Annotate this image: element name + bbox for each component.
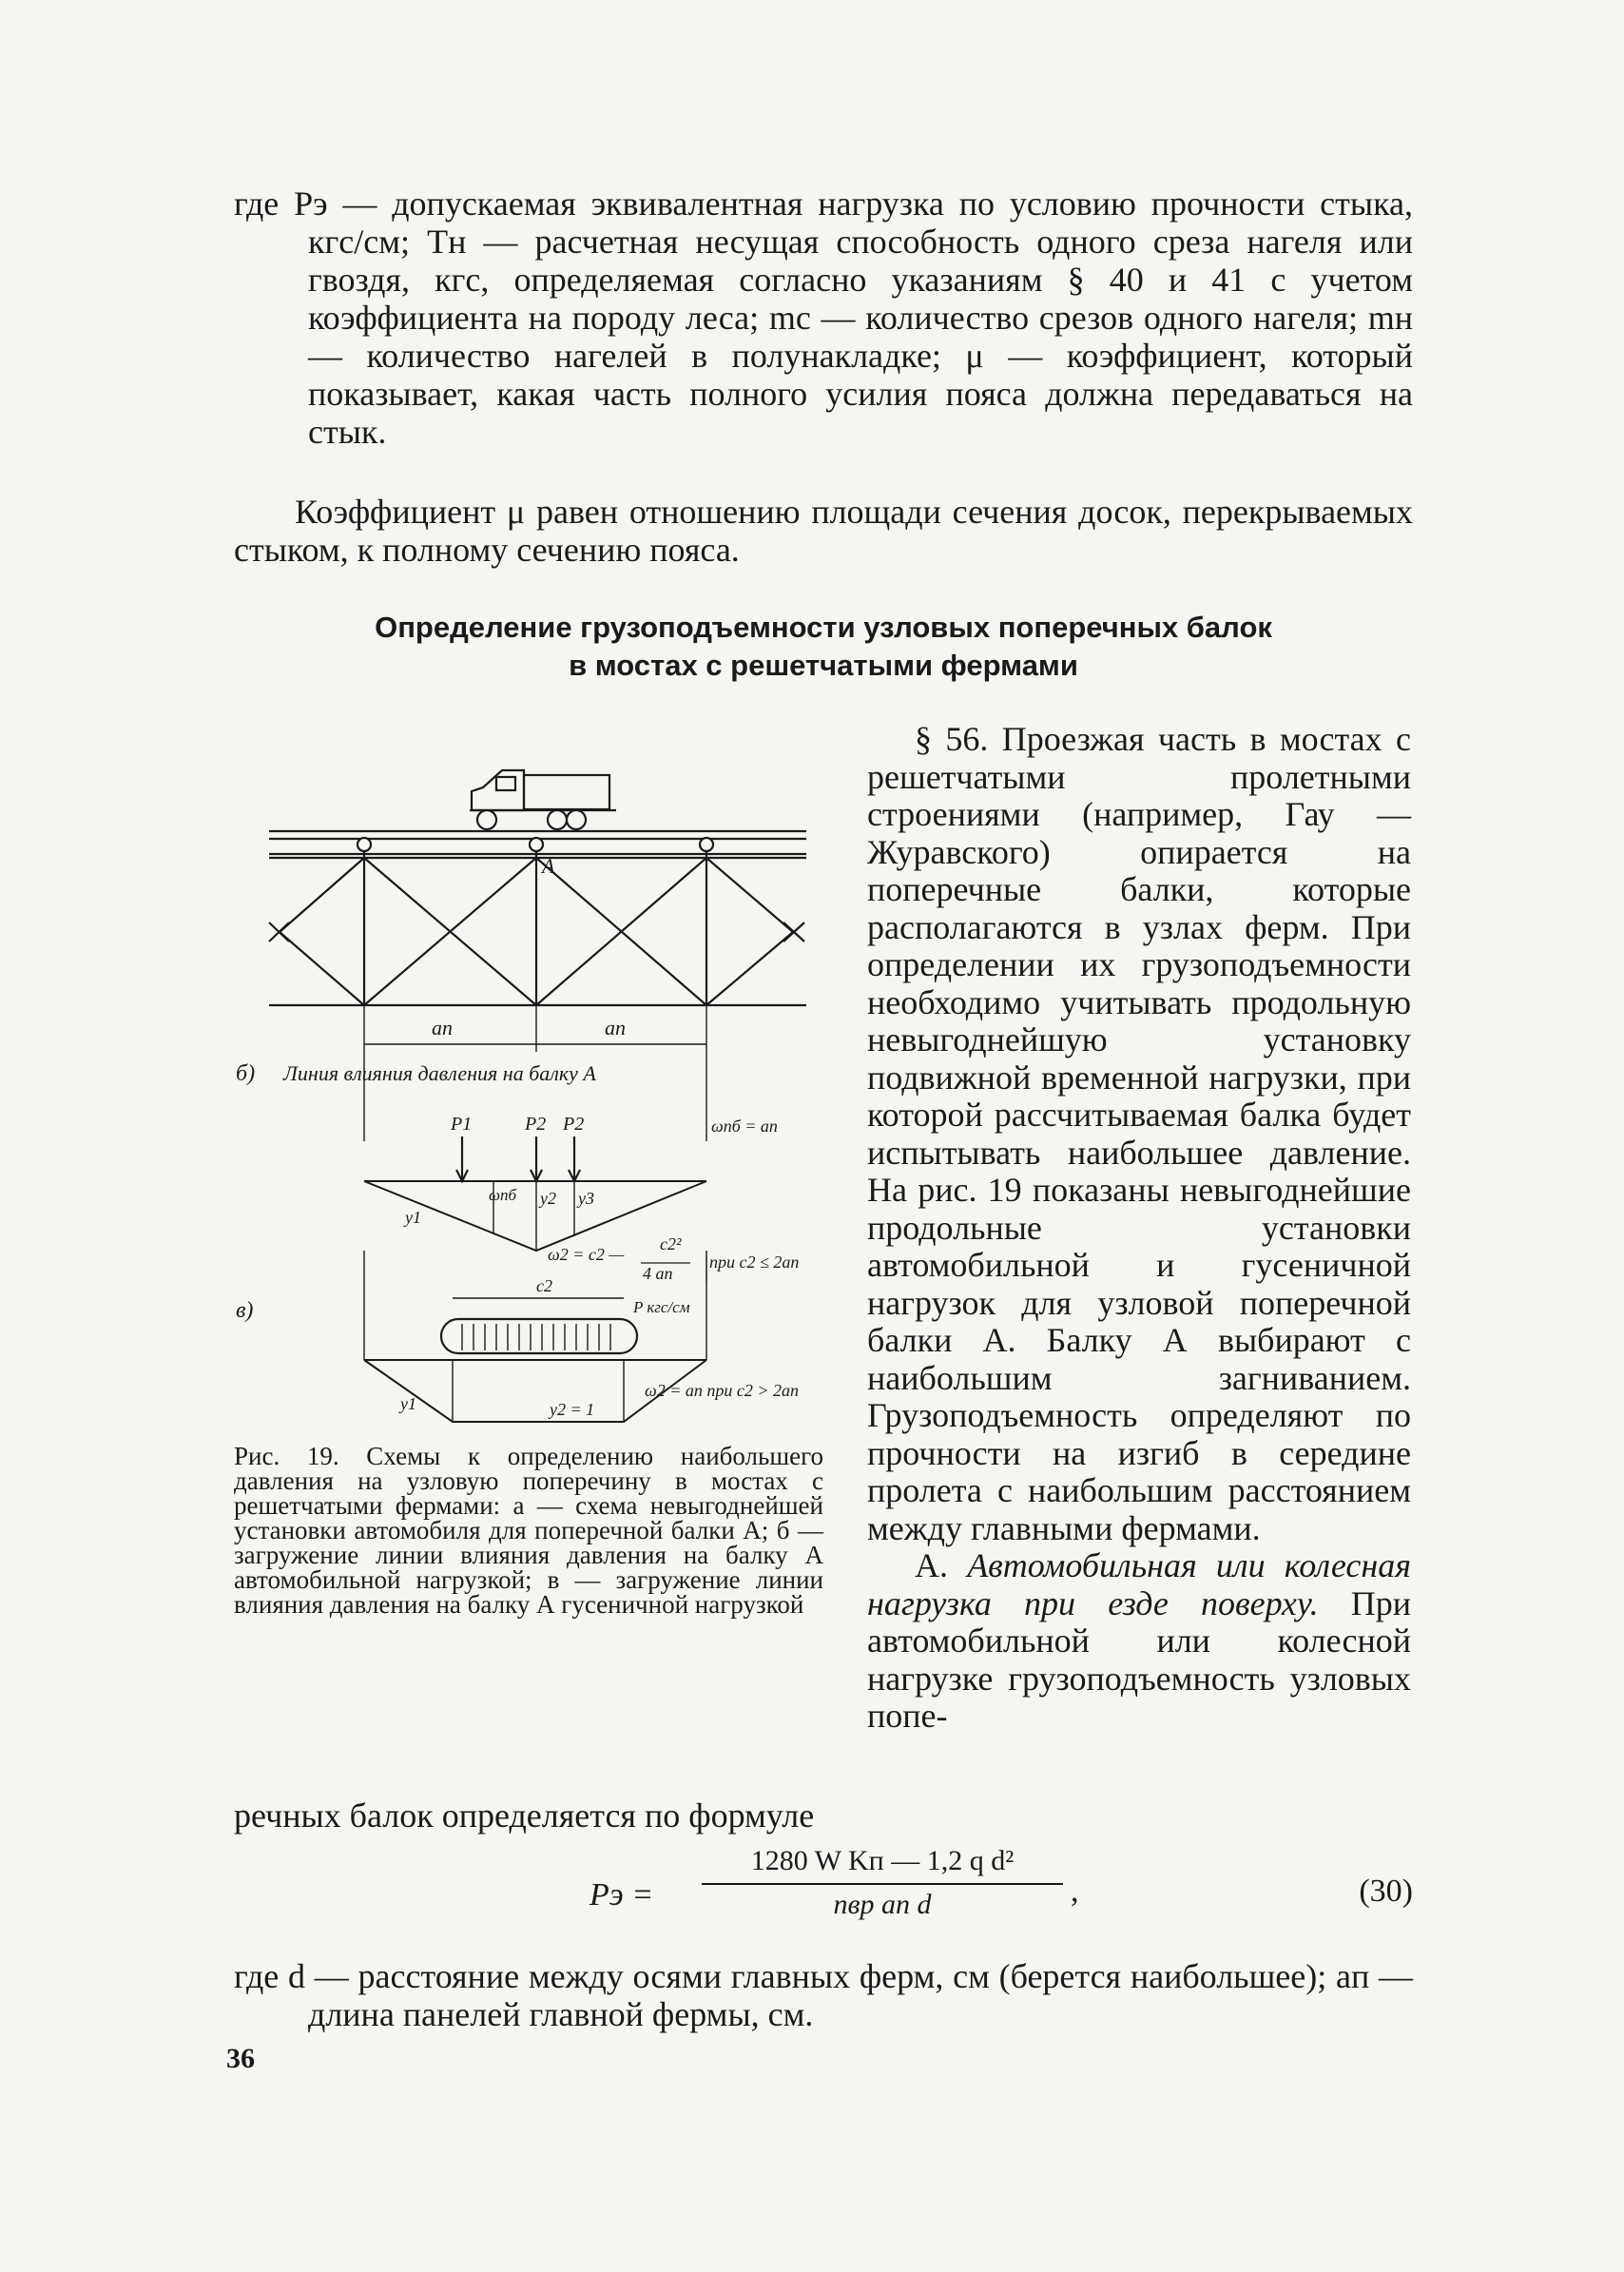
section-56-paragraph: § 56. Проезжая часть в мостах с решетчатыми пролетными строениями (например, Гау — Журавского) опирается на поперечные балки, которые располагаются в узлах ферм. При определении их грузоподъемности необходимо учитывать продольную невыгоднейшую установку подвижной временной нагрузки, при которой рассчитываемая балка будет испытывать наибольшее давление. На рис. 19 показаны невыгоднейшие продольные установки автомобильной и гусеничной нагрузок для узловой поперечной балки А. Балку А выбирают с наибольшим загниванием. Грузоподъемность определяют по прочности на изгиб в середине пролета с наибольшим расстоянием между главными фермами.: [867, 720, 1411, 1547]
formula-30: [590, 1845, 1426, 1950]
label-y1-v: y1: [400, 1394, 416, 1413]
label-omega2-condition: ω2 = aп при c2 > 2aп: [645, 1381, 799, 1400]
label-p2: P2: [525, 1114, 547, 1135]
label-omega2-formula: ω2 = c2 —: [548, 1245, 625, 1264]
formula-comma: ,: [1071, 1874, 1079, 1909]
label-v: в): [236, 1298, 254, 1323]
formula-numerator: 1280 W Kп — 1,2 q d²: [750, 1845, 1015, 1876]
label-y2: y2: [540, 1189, 556, 1208]
figure-caption: Рис. 19. Схемы к определению наибольшего давления на узловую поперечину в мостах с решетчатыми фермами: а — схема невыгоднейшей установки автомобиля для поперечной балки А; б — загружение линии влияния давления на балку А автомобильной нагрузкой; в — загружение линии влияния давления на балку А гусеничной нагрузкой: [234, 1442, 823, 1619]
formula-denominator: nвр aп d: [833, 1889, 932, 1920]
label-node-a: A: [542, 854, 555, 878]
section-heading-line-2: в мостах с решетчатыми фермами: [569, 649, 1078, 682]
formula-fraction: [702, 1845, 1063, 1921]
label-b: б): [236, 1061, 256, 1086]
para-italic-heading: Автомобильная или колесная нагрузка при езде поверху.: [867, 1546, 1412, 1622]
continuation-line: речных балок определяется по формуле: [234, 1796, 815, 1835]
section-heading: [234, 609, 1413, 685]
figure-19: [234, 742, 842, 1465]
label-b-title: Линия влияния давления на балку А: [283, 1061, 596, 1085]
label-panel-right: aп: [605, 1016, 626, 1039]
formula-lhs: Pэ =: [590, 1877, 654, 1913]
para-rest: При автомобильной или колесной нагрузке грузоподъемность узловых попе-: [867, 1583, 1412, 1735]
label-condition-1: при c2 ≤ 2aп: [709, 1253, 800, 1272]
label-panel-left: aп: [432, 1016, 453, 1039]
label-c2: c2: [536, 1276, 552, 1295]
label-p1: P1: [451, 1114, 473, 1135]
formula-definitions: где d — расстояние между осями главных ферм, см (берется наибольшее); aп — длина панелей главной фермы, см.: [234, 1957, 1413, 2033]
symbol-definitions: [234, 184, 1413, 451]
right-column: [867, 721, 1411, 1736]
label-p-kgs: P кгс/см: [633, 1298, 690, 1316]
label-omega-ab: ωпб = aп: [711, 1117, 778, 1136]
label-y3: y3: [578, 1189, 594, 1208]
label-4an: 4 aп: [643, 1264, 673, 1283]
equation-number: (30): [1359, 1874, 1413, 1909]
para-lead: А.: [915, 1546, 968, 1584]
section-heading-line-1: Определение грузоподъемности узловых поперечных балок: [375, 611, 1272, 644]
label-y1: y1: [405, 1208, 421, 1227]
definitions-text: где Pэ — допускаемая эквивалентная нагрузка по условию прочности стыка, кгс/см; Tн — расчетная несущая способность одного среза нагеля или гвоздя, кгс, определяемая согласно указаниям § 40 и 41 с учетом коэффициента на породу леса; mс — количество срезов одного нагеля; mн — количество нагелей в полунакладке; μ — коэффициент, который показывает, какая часть полного усилия пояса должна передаваться на стык.: [234, 184, 1413, 451]
automobile-load-paragraph: [867, 1547, 1411, 1736]
label-p2b: P2: [563, 1114, 585, 1135]
mu-coefficient-paragraph: Коэффициент μ равен отношению площади сечения досок, перекрываемых стыком, к полному сечению пояса.: [234, 493, 1413, 569]
label-y2-equals-1: y2 = 1: [550, 1400, 595, 1419]
label-c2-squared: c2²: [660, 1234, 682, 1253]
truck-icon: [470, 770, 616, 829]
page-number: 36: [226, 2043, 255, 2074]
label-omega-pb: ωпб: [489, 1186, 517, 1204]
